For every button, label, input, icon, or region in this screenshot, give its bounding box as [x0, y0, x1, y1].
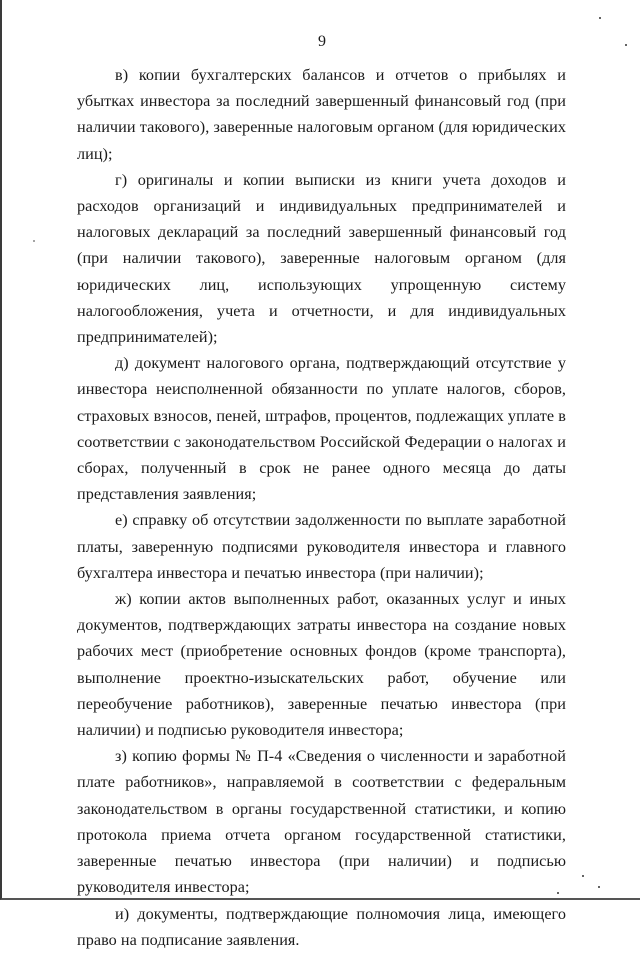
paragraph-v: в) копии бухгалтерских балансов и отчетов о прибылях и убытках инвестора за последний завершенный финансовый год (при наличии такового), заверенные налоговым органом (для юридических лиц); — [77, 66, 566, 163]
scan-speck — [599, 17, 601, 19]
paragraph-i: и) документы, подтверждающие полномочия лица, имеющего право на подписание заявления. — [77, 904, 566, 949]
page-number: 9 — [318, 33, 326, 50]
scan-speck — [598, 886, 600, 888]
scan-speck — [582, 875, 584, 877]
paragraph-z: з) копию формы № П-4 «Сведения о численности и заработной плате работников», направляемой в соответствии с федеральным законодательством в органы государственной статистики, и копию протокола приема отчета органом государственной статистики, заверенные печатью инвестора (при наличии) и подписью руководителя инвестора; — [77, 747, 566, 897]
paragraph-d: д) документ налогового органа, подтверждающий отсутствие у инвестора неисполненной обязанности по уплате налогов, сборов, страховых взносов, пеней, штрафов, процентов, подлежащих уплате в соответствии с законодательством Российской Федерации о налогах и сборах, полученный в срок не ранее одного месяца до даты представления заявления; — [77, 354, 566, 504]
document-body — [77, 62, 566, 953]
scan-speck — [557, 892, 559, 894]
paragraph-e: е) справку об отсутствии задолженности по выплате заработной платы, заверенную подписями руководителя инвестора и главного бухгалтера инвестора и печатью инвестора (при наличии); — [77, 511, 566, 582]
scan-speck — [625, 44, 627, 46]
scan-speck — [33, 240, 35, 242]
paragraph-g: г) оригиналы и копии выписки из книги учета доходов и расходов организаций и индивидуальных предпринимателей и налоговых деклараций за последний завершенный финансовый год (при наличии такового), заверенные налоговым органом (для юридических лиц, использующих упрощенную систему налогообложения, учета и отчетности, и для индивидуальных предпринимателей); — [77, 170, 566, 347]
paragraph-zh: ж) копии актов выполненных работ, оказанных услуг и иных документов, подтверждающих затраты инвестора на создание новых рабочих мест (приобретение основных фондов (кроме транспорта), выполнение проектно-изыскательских работ, обучение или переобучение работников), заверенные печатью инвестора (при наличии) и подписью руководителя инвестора; — [77, 590, 566, 740]
